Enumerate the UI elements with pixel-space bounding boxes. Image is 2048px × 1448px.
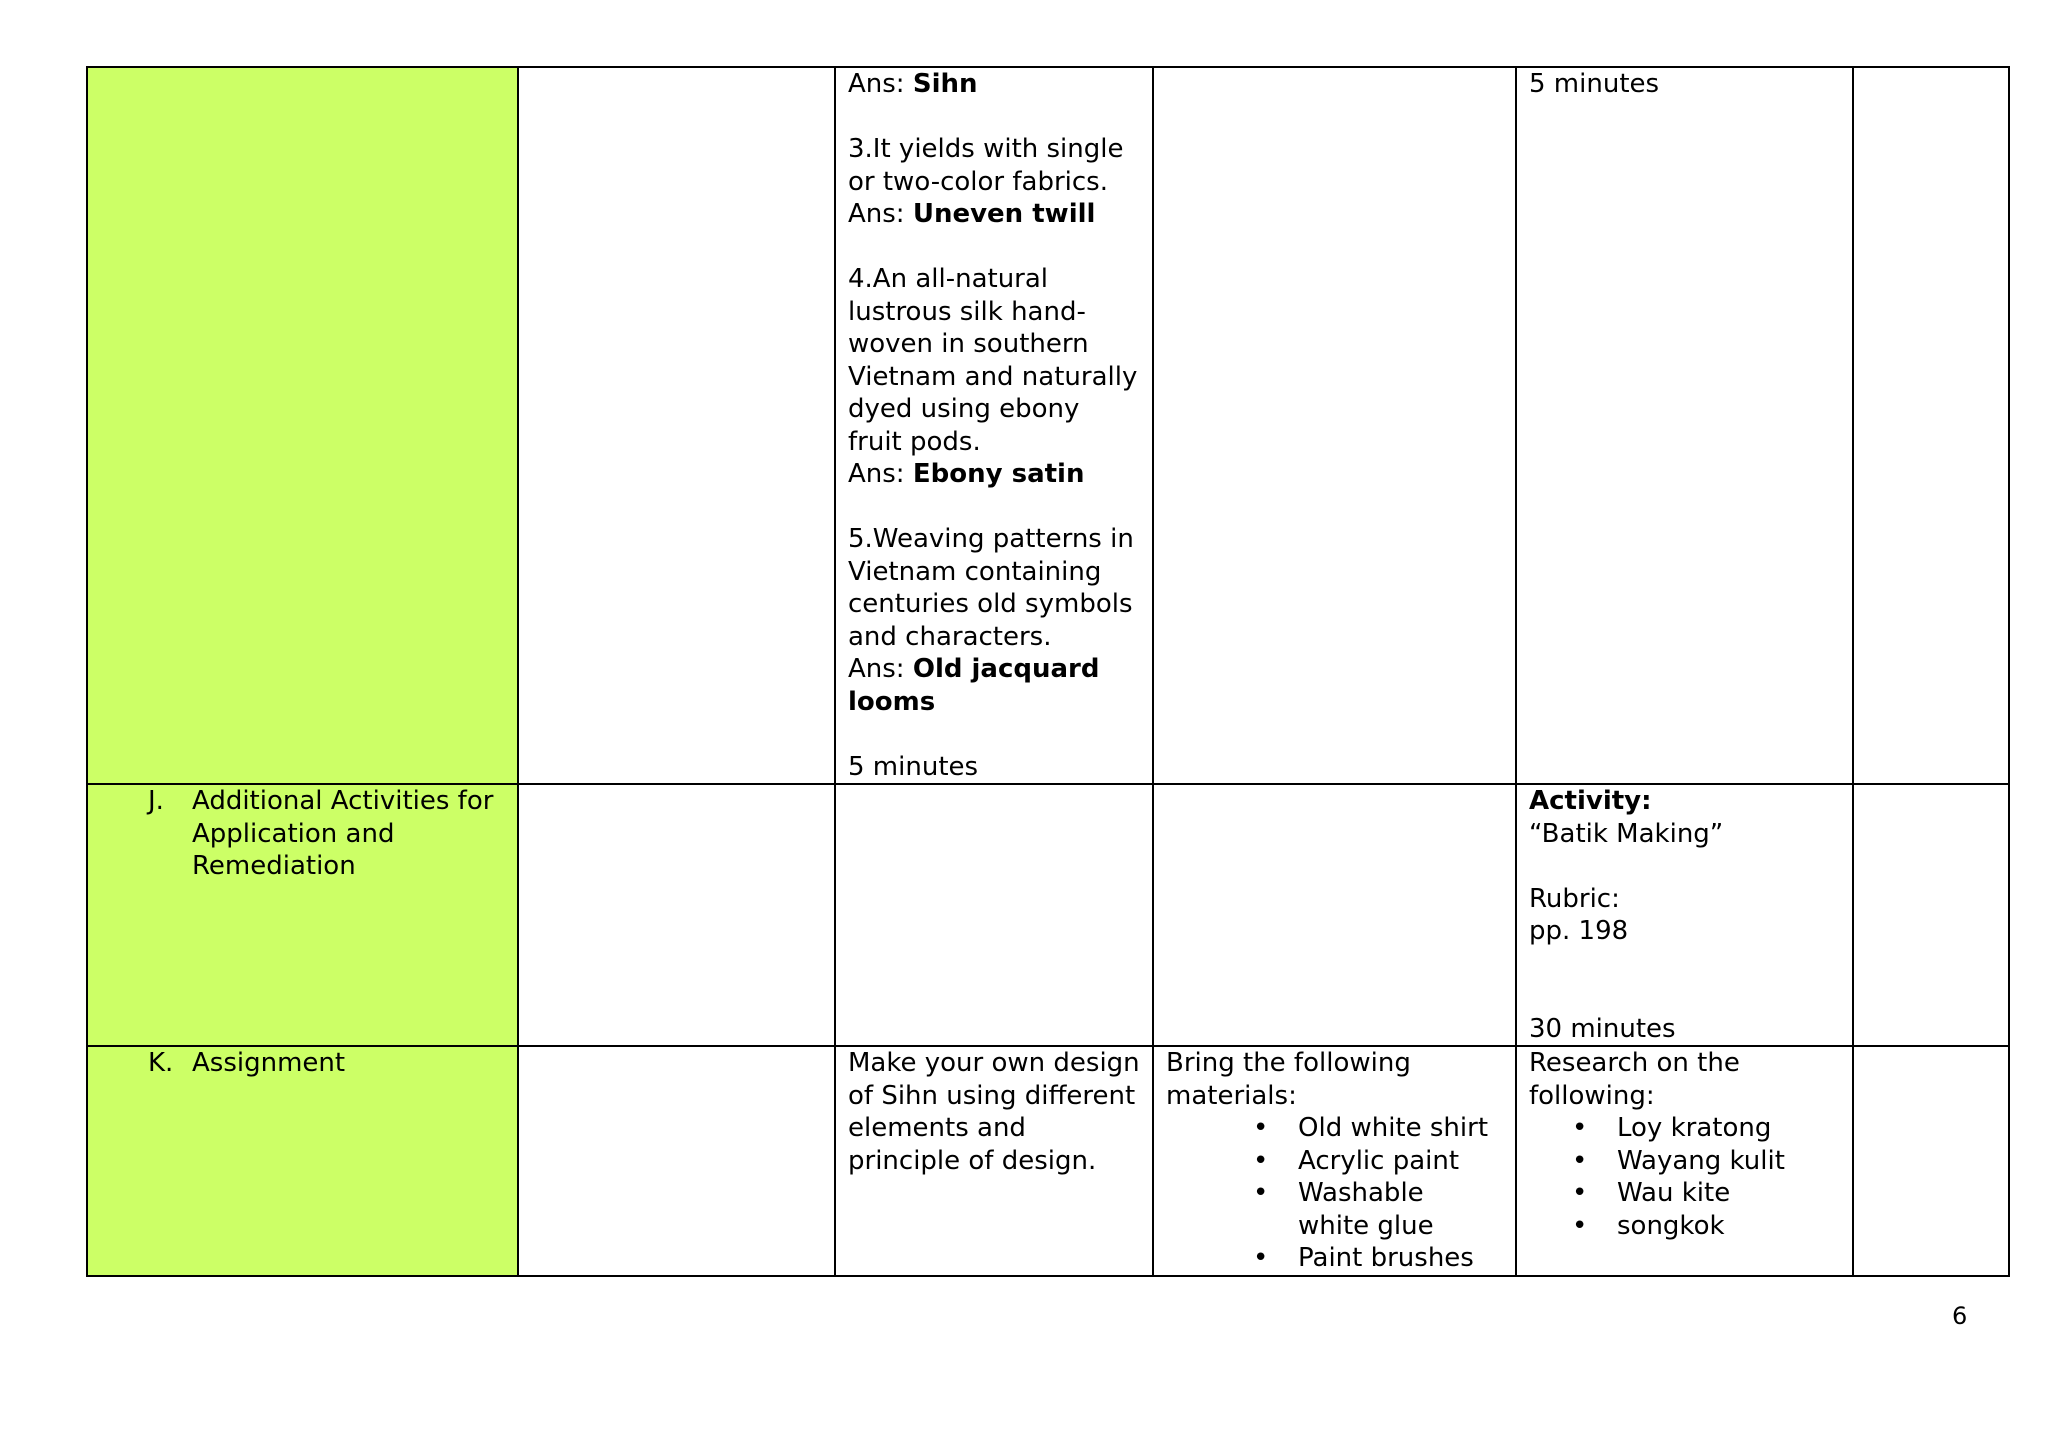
label-cell-empty bbox=[87, 67, 518, 784]
materials-intro: Bring the following materials: bbox=[1166, 1048, 1411, 1111]
list-item: • Wayang kulit bbox=[1617, 1145, 1840, 1178]
list-item: • Wau kite bbox=[1617, 1177, 1840, 1210]
list-item: • Acrylic paint bbox=[1298, 1145, 1503, 1178]
research-list bbox=[1529, 1112, 1840, 1242]
label-letter: J. bbox=[148, 786, 164, 816]
rubric-label: Rubric: bbox=[1529, 883, 1620, 914]
time-label: 30 minutes bbox=[1529, 1013, 1676, 1044]
materials-list bbox=[1166, 1112, 1503, 1275]
list-item: • Old white shirt bbox=[1298, 1112, 1503, 1145]
lesson-plan-table bbox=[86, 66, 2010, 1277]
time-cell bbox=[1516, 67, 1853, 784]
activity-heading: Activity: bbox=[1529, 786, 1652, 816]
label-cell-additional-activities bbox=[87, 784, 518, 1046]
answer-3: Ans: Uneven twill bbox=[848, 199, 1096, 229]
label-text: Assignment bbox=[192, 1048, 346, 1078]
assignment-text: Make your own design of Sihn using different elements and principle of design. bbox=[848, 1048, 1140, 1176]
table-row-additional-activities bbox=[87, 784, 2009, 1046]
cell-empty bbox=[1853, 67, 2009, 784]
cell-empty bbox=[1153, 67, 1516, 784]
question-3: 3.It yields with single or two-color fabrics. bbox=[848, 134, 1124, 197]
label-cell-assignment bbox=[87, 1046, 518, 1276]
list-item: • Loy kratong bbox=[1617, 1112, 1840, 1145]
answer-5: Ans: Old jacquard looms bbox=[848, 654, 1100, 717]
time-label: 5 minutes bbox=[848, 751, 979, 782]
page-number: 6 bbox=[1952, 1302, 1968, 1330]
label-letter: K. bbox=[148, 1048, 174, 1078]
time-label: 5 minutes bbox=[1529, 69, 1660, 99]
list-item: • songkok bbox=[1617, 1210, 1840, 1243]
rubric-pages: pp. 198 bbox=[1529, 916, 1629, 946]
cell-empty bbox=[518, 784, 835, 1046]
materials-cell bbox=[1153, 1046, 1516, 1276]
activity-title: “Batik Making” bbox=[1529, 818, 1724, 849]
research-intro: Research on the following: bbox=[1529, 1048, 1740, 1111]
label-text: Additional Activities for Application and Remediation bbox=[192, 786, 494, 881]
assignment-design-cell bbox=[835, 1046, 1153, 1276]
list-item: • Paint brushes bbox=[1298, 1242, 1503, 1275]
cell-empty bbox=[1853, 1046, 2009, 1276]
cell-empty bbox=[1153, 784, 1516, 1046]
cell-empty bbox=[835, 784, 1153, 1046]
activity-cell bbox=[1516, 784, 1853, 1046]
question-4: 4.An all-natural lustrous silk hand-woven in southern Vietnam and naturally dyed using ebony fruit pods. bbox=[848, 264, 1138, 457]
table-row-assignment bbox=[87, 1046, 2009, 1276]
question-5: 5.Weaving patterns in Vietnam containing centuries old symbols and characters. bbox=[848, 524, 1134, 652]
answer-4: Ans: Ebony satin bbox=[848, 459, 1085, 489]
research-cell bbox=[1516, 1046, 1853, 1276]
cell-empty bbox=[518, 67, 835, 784]
quiz-answers-cell bbox=[835, 67, 1153, 784]
answer-2: Ans: Sihn bbox=[848, 69, 978, 99]
cell-empty bbox=[518, 1046, 835, 1276]
list-item: • Washable white glue bbox=[1298, 1177, 1503, 1242]
table-row-continuation bbox=[87, 67, 2009, 784]
cell-empty bbox=[1853, 784, 2009, 1046]
